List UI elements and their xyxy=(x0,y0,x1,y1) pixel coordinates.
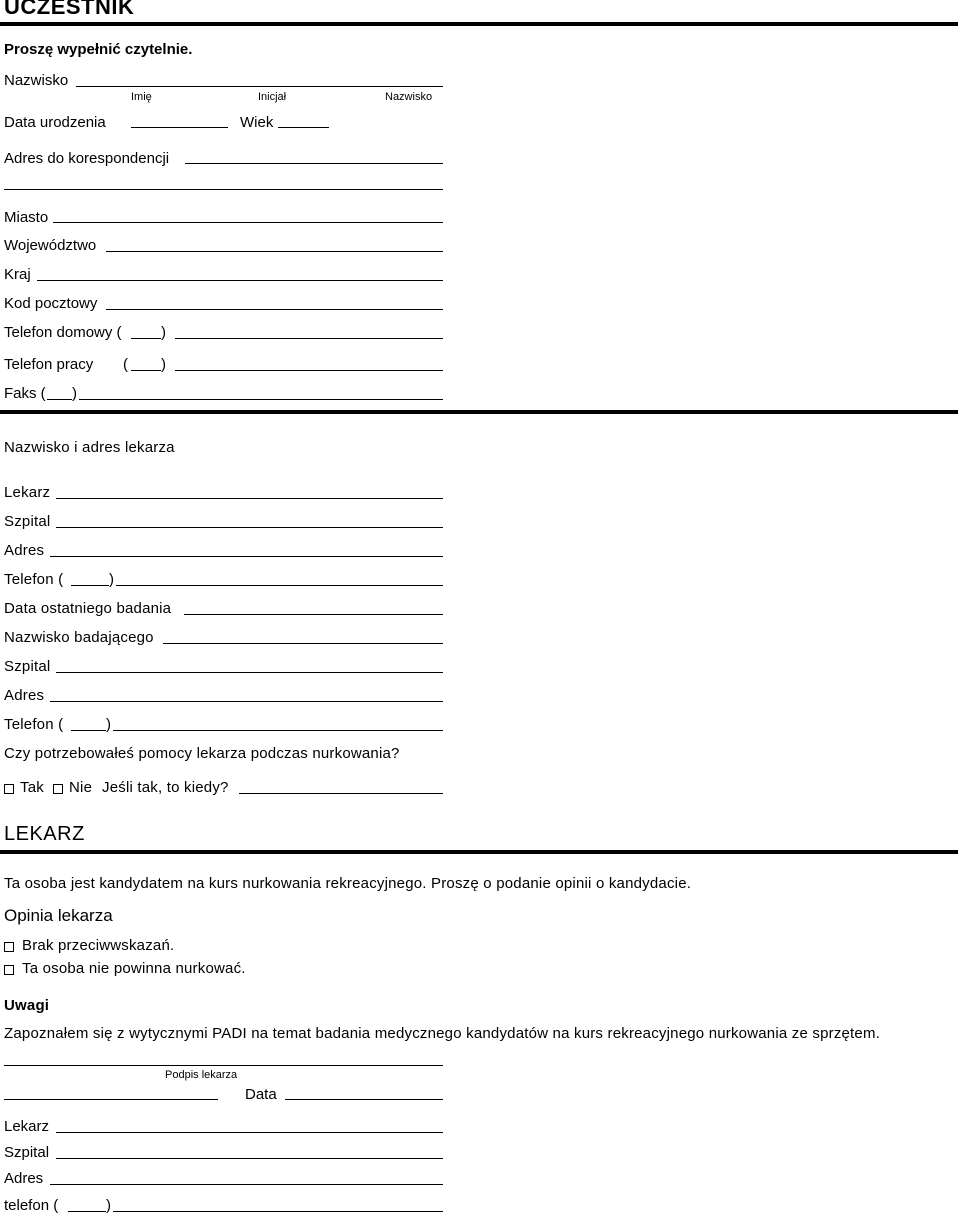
examiner-label: Nazwisko badającego xyxy=(4,629,154,646)
age-field[interactable] xyxy=(278,127,329,128)
surname-label: Nazwisko xyxy=(4,72,69,89)
phone-area-code-field[interactable] xyxy=(71,585,109,586)
fax-close-paren: ) xyxy=(72,385,77,402)
phone-close-paren: ) xyxy=(109,571,115,588)
doctor-field[interactable] xyxy=(56,1132,443,1133)
full-name-field[interactable] xyxy=(76,86,443,87)
hospital2-field[interactable] xyxy=(56,672,443,673)
address-field[interactable] xyxy=(50,556,443,557)
surname-caption: Nazwisko xyxy=(385,91,433,103)
doctor-field[interactable] xyxy=(56,498,443,499)
work-phone-field[interactable] xyxy=(175,370,443,371)
phone2-field[interactable] xyxy=(113,730,443,731)
work-phone-label: Telefon pracy xyxy=(4,356,94,373)
hospital-label: Szpital xyxy=(4,513,51,530)
fax-area-code-field[interactable] xyxy=(47,399,72,400)
examiner-field[interactable] xyxy=(163,643,443,644)
address2-label: Adres xyxy=(4,687,45,704)
state-field[interactable] xyxy=(106,251,443,252)
diving-help-question: Czy potrzebowałeś pomocy lekarza podczas nurkowania? xyxy=(4,745,400,762)
phone-label: telefon ( xyxy=(4,1197,59,1214)
hospital-label: Szpital xyxy=(4,1144,50,1161)
address2-field[interactable] xyxy=(50,701,443,702)
no-contraindications-label: Brak przeciwwskazań. xyxy=(22,937,175,954)
country-label: Kraj xyxy=(4,266,31,283)
last-exam-field[interactable] xyxy=(184,614,443,615)
address-label: Adres xyxy=(4,542,45,559)
phone-label: Telefon ( xyxy=(4,571,64,588)
no-contraindications-checkbox[interactable] xyxy=(4,942,14,952)
state-label: Województwo xyxy=(4,237,97,254)
phone-close-paren: ) xyxy=(106,1197,111,1214)
section-divider xyxy=(0,850,958,854)
phone-area-code-field[interactable] xyxy=(68,1211,106,1212)
candidate-statement: Ta osoba jest kandydatem na kurs nurkowania rekreacyjnego. Proszę o podanie opinii o kandydacie. xyxy=(4,875,692,892)
birth-date-label: Data urodzenia xyxy=(4,114,106,131)
postal-code-field[interactable] xyxy=(106,309,443,310)
should-not-dive-label: Ta osoba nie powinna nurkować. xyxy=(22,960,246,977)
signature-field[interactable] xyxy=(4,1065,443,1066)
phone2-close-paren: ) xyxy=(106,716,112,733)
signature-caption: Podpis lekarza xyxy=(165,1069,238,1081)
country-field[interactable] xyxy=(37,280,443,281)
city-label: Miasto xyxy=(4,209,49,226)
work-phone-close-paren: ) xyxy=(161,356,166,373)
section-divider xyxy=(0,22,958,26)
age-label: Wiek xyxy=(240,114,274,131)
address-field[interactable] xyxy=(185,163,443,164)
opinion-heading: Opinia lekarza xyxy=(4,906,113,925)
last-exam-label: Data ostatniego badania xyxy=(4,600,172,617)
fax-field[interactable] xyxy=(79,399,443,400)
city-field[interactable] xyxy=(53,222,443,223)
yes-checkbox[interactable] xyxy=(4,784,14,794)
date-label: Data xyxy=(245,1086,277,1103)
home-phone-field[interactable] xyxy=(175,338,443,339)
address-label: Adres do korespondencji xyxy=(4,150,170,167)
yes-label: Tak xyxy=(20,779,44,796)
when-label: Jeśli tak, to kiedy? xyxy=(102,779,229,796)
phone-field[interactable] xyxy=(113,1211,443,1212)
no-label: Nie xyxy=(69,779,93,796)
instruction-text: Proszę wypełnić czytelnie. xyxy=(4,41,193,58)
date-field[interactable] xyxy=(285,1099,443,1100)
doctor-title: LEKARZ xyxy=(4,823,85,845)
acknowledgement-text: Zapoznałem się z wytycznymi PADI na temat badania medycznego kandydatów na kurs rekreacyjnego nurkowania ze sprzętem. xyxy=(4,1025,881,1042)
first-name-caption: Imię xyxy=(131,91,152,103)
hospital-field[interactable] xyxy=(56,527,443,528)
notes-heading: Uwagi xyxy=(4,997,50,1014)
phone2-area-code-field[interactable] xyxy=(71,730,106,731)
phone-field[interactable] xyxy=(116,585,443,586)
work-phone-area-code-field[interactable] xyxy=(131,370,161,371)
signature-date-area[interactable] xyxy=(4,1099,218,1100)
address-field[interactable] xyxy=(50,1184,443,1185)
doctor-label: Lekarz xyxy=(4,1118,50,1135)
physician-heading: Nazwisko i adres lekarza xyxy=(4,439,175,456)
address-field-line2[interactable] xyxy=(4,189,443,190)
phone2-label: Telefon ( xyxy=(4,716,64,733)
birth-date-field[interactable] xyxy=(131,127,228,128)
hospital2-label: Szpital xyxy=(4,658,51,675)
work-phone-open-paren: ( xyxy=(123,356,128,373)
postal-code-label: Kod pocztowy xyxy=(4,295,98,312)
initial-caption: Inicjał xyxy=(258,91,287,103)
should-not-dive-checkbox[interactable] xyxy=(4,965,14,975)
section-divider xyxy=(0,410,958,414)
when-field[interactable] xyxy=(239,793,443,794)
participant-title: UCZESTNIK xyxy=(4,0,135,19)
home-phone-close-paren: ) xyxy=(161,324,166,341)
home-phone-label: Telefon domowy ( xyxy=(4,324,122,341)
hospital-field[interactable] xyxy=(56,1158,443,1159)
home-phone-area-code-field[interactable] xyxy=(131,338,161,339)
fax-label: Faks ( xyxy=(4,385,46,402)
no-checkbox[interactable] xyxy=(53,784,63,794)
address-label: Adres xyxy=(4,1170,44,1187)
doctor-label: Lekarz xyxy=(4,484,51,501)
